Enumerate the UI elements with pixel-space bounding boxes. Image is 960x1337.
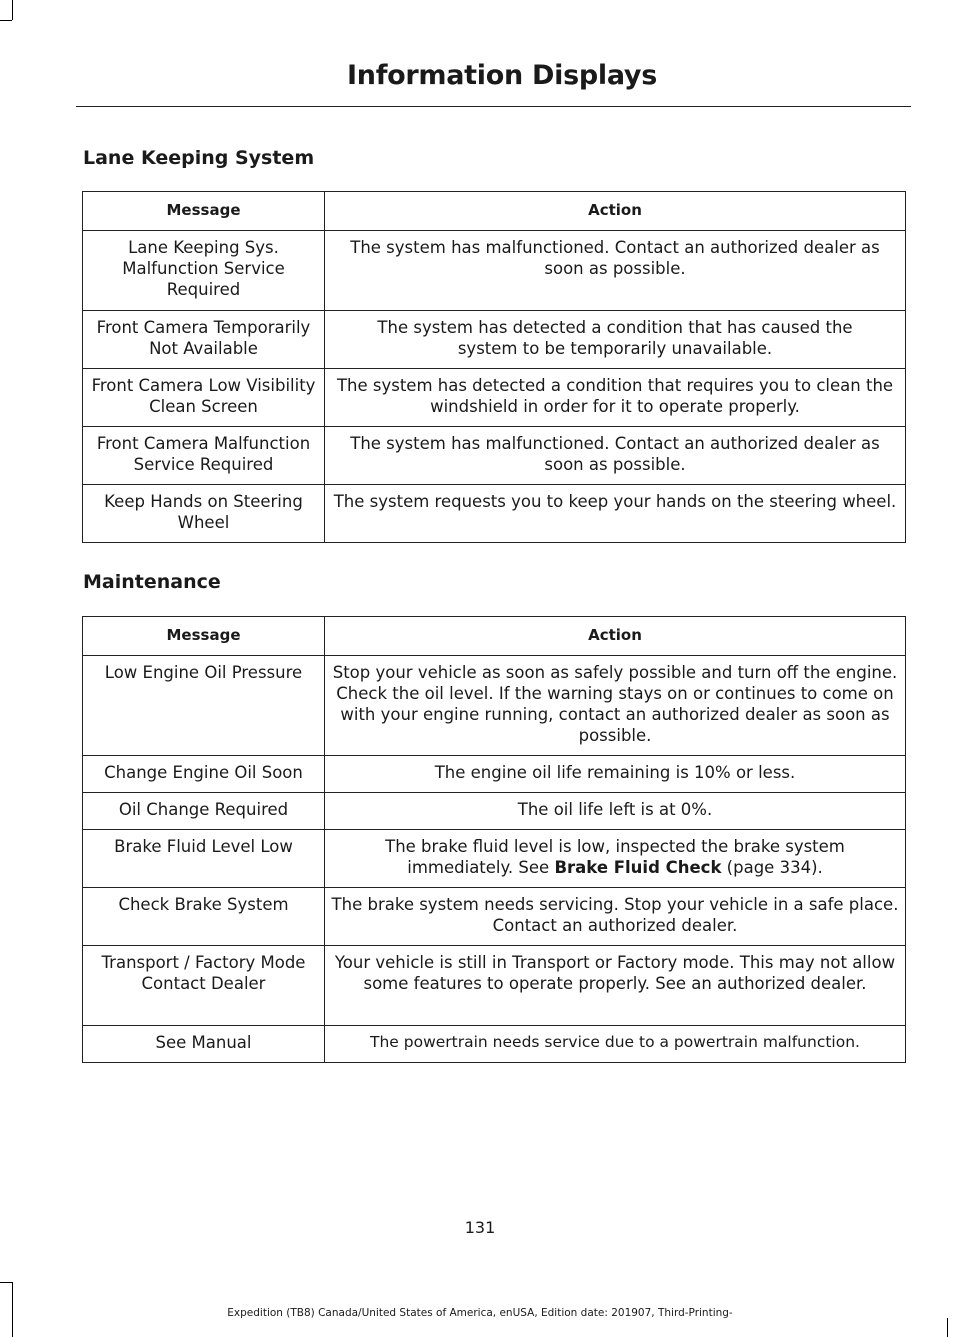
action-cell: The engine oil life remaining is 10% or less. [325, 756, 906, 793]
message-cell: Lane Keeping Sys. Malfunction Service Required [83, 231, 325, 311]
crop-mark [12, 0, 13, 20]
page-title: Information Displays [347, 60, 657, 91]
message-cell: Low Engine Oil Pressure [83, 656, 325, 756]
action-cell: The system has detected a condition that has caused the system to be temporarily unavailable. [325, 311, 906, 369]
message-cell: Change Engine Oil Soon [83, 756, 325, 793]
column-header-message: Message [83, 617, 325, 656]
table-row [83, 793, 906, 830]
section-title-maintenance: Maintenance [83, 571, 221, 593]
action-cell: The oil life left is at 0%. [325, 793, 906, 830]
table-row [83, 485, 906, 543]
column-header-action: Action [325, 192, 906, 231]
message-cell: Keep Hands on Steering Wheel [83, 485, 325, 543]
message-cell: Brake Fluid Level Low [83, 830, 325, 888]
cross-reference-link[interactable]: Brake Fluid Check [554, 858, 722, 877]
page-reference: (page 334). [721, 858, 823, 877]
message-cell: Front Camera Temporarily Not Available [83, 311, 325, 369]
section-title-lane-keeping: Lane Keeping System [83, 147, 315, 169]
action-cell [325, 830, 906, 888]
table-row [83, 369, 906, 427]
lane-keeping-table [82, 191, 906, 543]
table-row [83, 656, 906, 756]
action-cell: The powertrain needs service due to a powertrain malfunction. [325, 1026, 906, 1063]
message-cell: Check Brake System [83, 888, 325, 946]
message-cell: Oil Change Required [83, 793, 325, 830]
message-cell: See Manual [83, 1026, 325, 1063]
action-cell: Stop your vehicle as soon as safely possible and turn off the engine. Check the oil level. If the warning stays on or continues to come on with your engine running, contact an authorized dealer as soon as possible. [325, 656, 906, 756]
table-header-row [83, 617, 906, 656]
action-text: The brake fluid level is low, inspected the brake system immediately. See [385, 837, 845, 877]
table-row [83, 830, 906, 888]
action-cell: Your vehicle is still in Transport or Factory mode. This may not allow some features to operate properly. See an authorized dealer. [325, 946, 906, 1026]
crop-mark [0, 1282, 12, 1283]
action-cell: The system has detected a condition that requires you to clean the windshield in order for it to operate properly. [325, 369, 906, 427]
header-rule [76, 106, 911, 107]
table-row [83, 888, 906, 946]
footer-edition-info: Expedition (TB8) Canada/United States of America, enUSA, Edition date: 201907, Third-Printing- [227, 1307, 733, 1319]
crop-mark [0, 20, 12, 21]
table-header-row [83, 192, 906, 231]
crop-mark [947, 1318, 948, 1337]
message-cell: Front Camera Malfunction Service Required [83, 427, 325, 485]
message-cell: Front Camera Low Visibility Clean Screen [83, 369, 325, 427]
table-row [83, 946, 906, 1026]
table-row [83, 231, 906, 311]
page-number: 131 [464, 1218, 496, 1237]
action-cell: The brake system needs servicing. Stop your vehicle in a safe place. Contact an authorized dealer. [325, 888, 906, 946]
table-row [83, 427, 906, 485]
message-cell: Transport / Factory Mode Contact Dealer [83, 946, 325, 1026]
action-cell: The system has malfunctioned. Contact an authorized dealer as soon as possible. [325, 231, 906, 311]
action-cell: The system has malfunctioned. Contact an authorized dealer as soon as possible. [325, 427, 906, 485]
maintenance-table [82, 616, 906, 1063]
table-row [83, 311, 906, 369]
table-row [83, 756, 906, 793]
column-header-message: Message [83, 192, 325, 231]
action-cell: The system requests you to keep your hands on the steering wheel. [325, 485, 906, 543]
table-row [83, 1026, 906, 1063]
column-header-action: Action [325, 617, 906, 656]
